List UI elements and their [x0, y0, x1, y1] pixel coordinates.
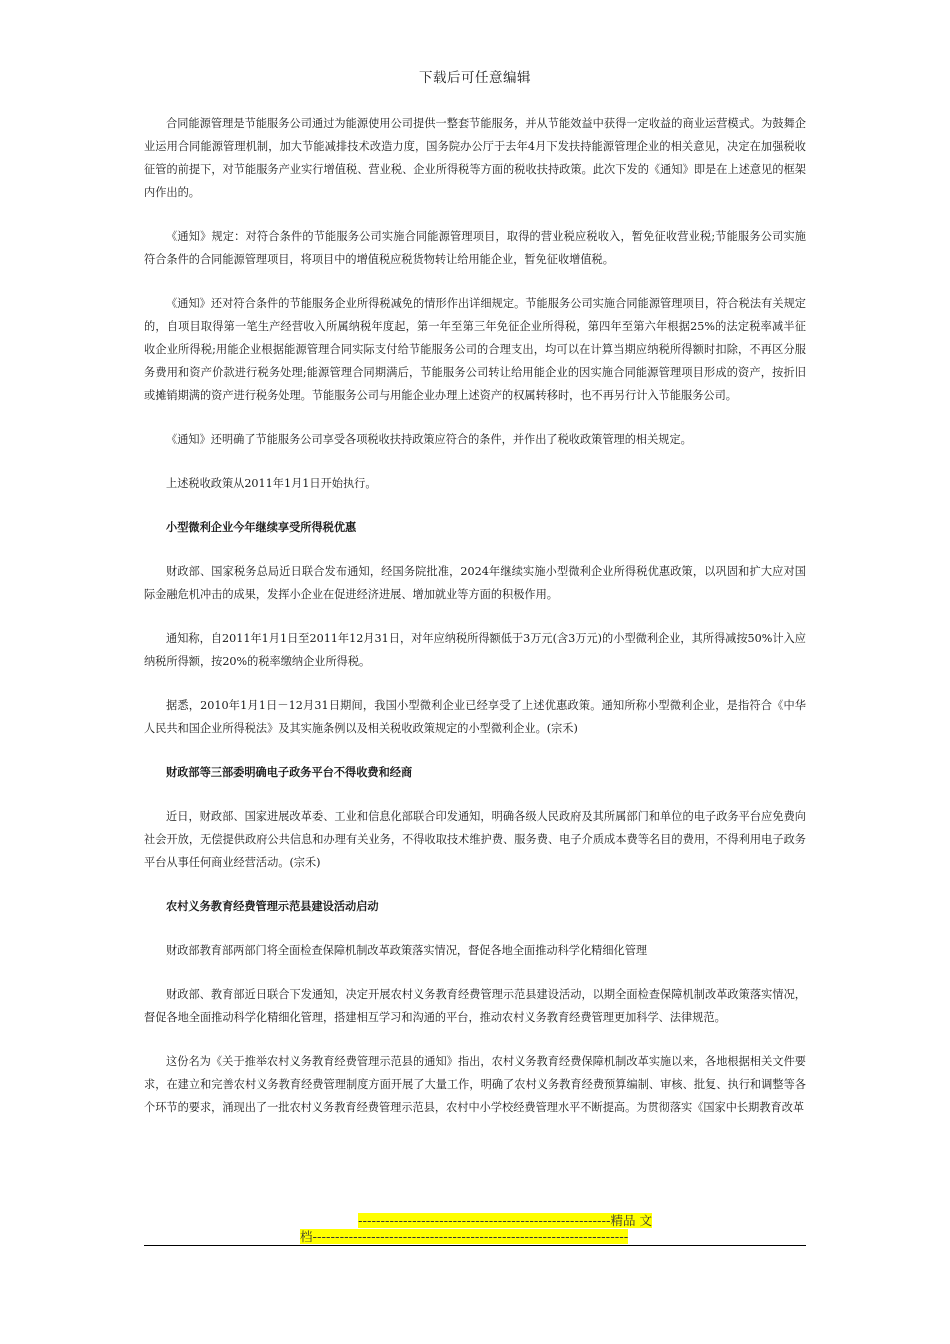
page-header: 下载后可任意编辑	[419, 70, 531, 86]
section-heading: 小型微利企业今年继续享受所得税优惠	[166, 521, 357, 534]
paragraph: 据悉，2010年1月1日－12月31日期间，我国小型微利企业已经享受了上述优惠政策。通知所称小型微利企业，是指符合《中华人民共和国企业所得税法》及其实施条例以及相关税收政策规定的小型微利企业。(宗禾)	[144, 699, 806, 735]
footer-rule	[144, 1245, 806, 1246]
document-body	[144, 112, 806, 1140]
paragraph: 《通知》规定：对符合条件的节能服务公司实施合同能源管理项目，取得的营业税应税收入，暂免征收营业税;节能服务公司实施符合条件的合同能源管理项目，将项目中的增值税应税货物转让给用能企业，暂免征收增值税。	[144, 230, 806, 266]
paragraph: 合同能源管理是节能服务公司通过为能源使用公司提供一整套节能服务，并从节能效益中获得一定收益的商业运营模式。为鼓舞企业运用合同能源管理机制，加大节能减排技术改造力度，国务院办公厅于去年4月下发扶持能源管理企业的相关意见，决定在加强税收征管的前提下，对节能服务产业实行增值税、营业税、企业所得税等方面的税收扶持政策。此次下发的《通知》即是在上述意见的框架内作出的。	[144, 117, 806, 199]
paragraph: 财政部、国家税务总局近日联合发布通知，经国务院批准，2024年继续实施小型微利企业所得税优惠政策，以巩固和扩大应对国际金融危机冲击的成果，发挥小企业在促进经济进展、增加就业等方面的积极作用。	[144, 565, 806, 601]
footer-line-2: 档----------------------------------------------------------------------	[300, 1229, 629, 1244]
paragraph: 《通知》还明确了节能服务公司享受各项税收扶持政策应符合的条件，并作出了税收政策管理的相关规定。	[166, 433, 692, 446]
section-heading: 财政部等三部委明确电子政务平台不得收费和经商	[166, 766, 413, 779]
footer-line-1: --------------------------------------------------------精品 文	[357, 1213, 652, 1228]
paragraph: 财政部教育部两部门将全面检查保障机制改革政策落实情况，督促各地全面推动科学化精细化管理	[166, 944, 648, 957]
paragraph: 这份名为《关于推举农村义务教育经费管理示范县的通知》指出，农村义务教育经费保障机制改革实施以来，各地根据相关文件要求，在建立和完善农村义务教育经费管理制度方面开展了大量工作，明确了农村义务教育经费预算编制、审核、批复、执行和调整等各个环节的要求，涌现出了一批农村义务教育经费管理示范县，农村中小学校经费管理水平不断提高。为贯彻落实《国家中长期教育改革	[144, 1055, 806, 1114]
paragraph: 上述税收政策从2011年1月1日开始执行。	[166, 477, 377, 490]
paragraph: 通知称，自2011年1月1日至2011年12月31日，对年应纳税所得额低于3万元(含3万元)的小型微利企业，其所得减按50%计入应纳税所得额，按20%的税率缴纳企业所得税。	[144, 632, 806, 668]
paragraph: 财政部、教育部近日联合下发通知，决定开展农村义务教育经费管理示范县建设活动，以期全面检查保障机制改革政策落实情况，督促各地全面推动科学化精细化管理，搭建相互学习和沟通的平台，推动农村义务教育经费管理更加科学、法律规范。	[144, 988, 806, 1024]
paragraph: 近日，财政部、国家进展改革委、工业和信息化部联合印发通知，明确各级人民政府及其所属部门和单位的电子政务平台应免费向社会开放，无偿提供政府公共信息和办理有关业务，不得收取技术维护费、服务费、电子介质成本费等名目的费用，不得利用电子政务平台从事任何商业经营活动。(宗禾)	[144, 810, 806, 869]
paragraph: 《通知》还对符合条件的节能服务企业所得税减免的情形作出详细规定。节能服务公司实施合同能源管理项目，符合税法有关规定的，自项目取得第一笔生产经营收入所属纳税年度起，第一年至第三年免征企业所得税，第四年至第六年根据25%的法定税率减半征收企业所得税;用能企业根据能源管理合同实际支付给节能服务公司的合理支出，均可以在计算当期应纳税所得额时扣除，不再区分服务费用和资产价款进行税务处理;能源管理合同期满后，节能服务公司转让给用能企业的因实施合同能源管理项目形成的资产，按折旧或摊销期满的资产进行税务处理。节能服务公司与用能企业办理上述资产的权属转移时，也不再另行计入节能服务公司。	[144, 297, 806, 402]
footer-banner	[300, 1213, 652, 1245]
section-heading: 农村义务教育经费管理示范县建设活动启动	[166, 900, 379, 913]
